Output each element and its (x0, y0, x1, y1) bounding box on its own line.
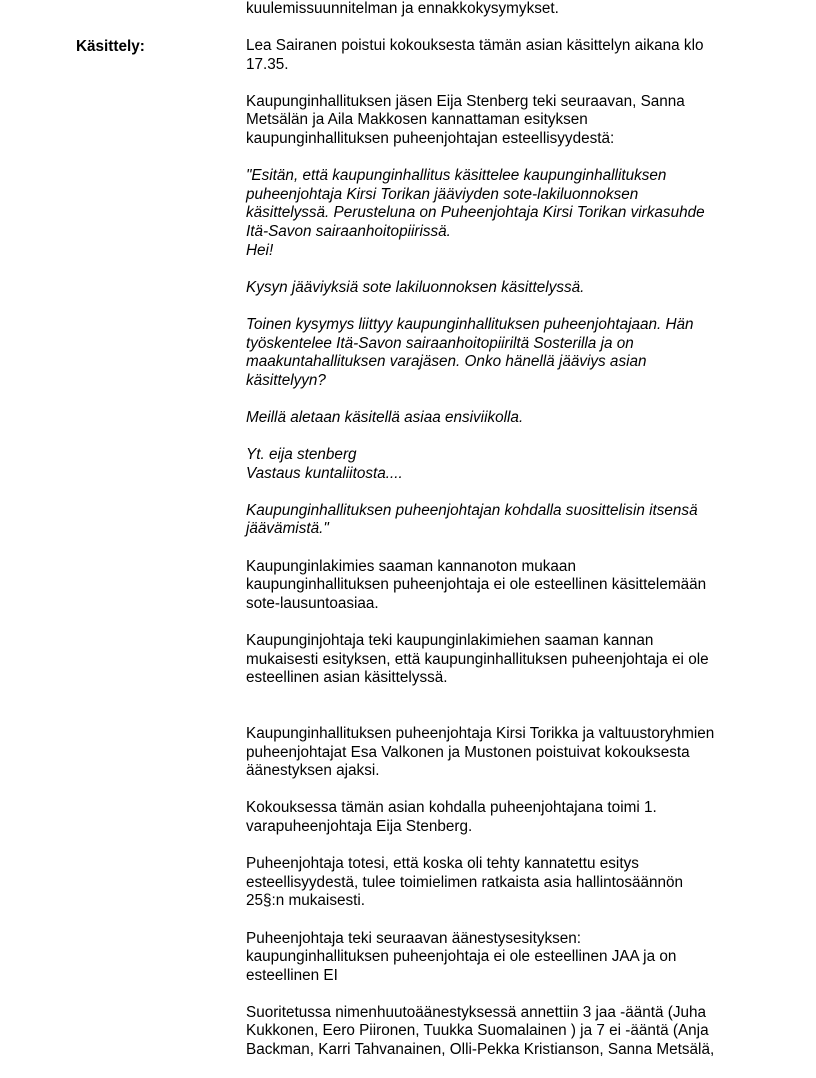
blank-line (246, 706, 766, 725)
paragraph (246, 558, 766, 614)
text-line: mukaisesti esityksen, että kaupunginhallituksen puheenjohtaja ei ole (246, 650, 709, 668)
text-line: äänestyksen ajaksi. (246, 762, 380, 780)
text-line: Hei! (246, 241, 274, 259)
text-line: Backman, Karri Tahvanainen, Olli-Pekka Kristianson, Sanna Metsälä, (246, 1041, 715, 1059)
text-line: Puheenjohtaja totesi, että koska oli tehty kannatettu esitys (246, 855, 639, 873)
quoted-paragraph (246, 279, 766, 298)
text-line: käsittelyssä. Perusteluna on Puheenjohtaja Kirsi Torikan virkasuhde (246, 204, 705, 222)
text-line: kaupunginhallituksen puheenjohtaja ei ole esteellinen JAA ja on (246, 948, 677, 966)
text-line: kaupunginhallituksen puheenjohtaja ei ole esteellinen käsittelemään (246, 576, 707, 594)
quoted-paragraph (246, 167, 766, 260)
text-line: Kaupunginhallituksen jäsen Eija Stenberg teki seuraavan, Sanna (246, 92, 685, 110)
text-line: esteellisyydestä, tulee toimielimen ratkaista asia hallintosäännön (246, 873, 684, 891)
quoted-paragraph (246, 446, 766, 483)
text-line: Suoritetussa nimenhuutoäänestyksessä annettiin 3 jaa -ääntä (Juha (246, 1003, 707, 1021)
text-line: Kokouksessa tämän asian kohdalla puheenjohtajana toimi 1. (246, 799, 657, 817)
text-line: 17.35. (246, 55, 289, 73)
text-line: Toinen kysymys liittyy kaupunginhallituksen puheenjohtajaan. Hän (246, 315, 694, 333)
text-line: Yt. eija stenberg (246, 446, 357, 464)
text-line: Kaupunginhallituksen puheenjohtaja Kirsi Torikka ja valtuustoryhmien (246, 724, 715, 742)
text-line: Metsälän ja Aila Makkosen kannattaman esityksen (246, 111, 588, 129)
continued-text-line: kuulemissuunnitelman ja ennakkokysymykset. (246, 0, 559, 17)
text-line: puheenjohtajat Esa Valkonen ja Mustonen poistuivat kokouksesta (246, 743, 690, 761)
quoted-paragraph (246, 409, 766, 428)
text-line: sote-lausuntoasiaa. (246, 594, 379, 612)
text-line: Puheenjohtaja teki seuraavan äänestysesityksen: (246, 929, 582, 947)
text-line: Vastaus kuntaliitosta.... (246, 464, 403, 482)
paragraph (246, 93, 766, 149)
text-line: Kaupunginhallituksen puheenjohtajan kohdalla suosittelisin itsensä (246, 501, 698, 519)
paragraph (246, 799, 766, 836)
text-line: Kaupunginlakimies saaman kannanoton mukaan (246, 557, 576, 575)
text-line: maakuntahallituksen varajäsen. Onko hänellä jääviys asian (246, 353, 647, 371)
text-line: "Esitän, että kaupunginhallitus käsittelee kaupunginhallituksen (246, 167, 667, 185)
text-line: varapuheenjohtaja Eija Stenberg. (246, 817, 473, 835)
paragraph (246, 632, 766, 688)
text-line: Lea Sairanen poistui kokouksesta tämän asian käsittelyn aikana klo (246, 37, 704, 54)
text-line: Meillä aletaan käsitellä asiaa ensiviikolla. (246, 408, 524, 426)
text-line: Kukkonen, Eero Piironen, Tuukka Suomalainen ) ja 7 ei -ääntä (Anja (246, 1022, 709, 1040)
text-line: Kysyn jääviyksiä sote lakiluonnoksen käsittelyssä. (246, 278, 585, 296)
section-body (246, 37, 766, 1078)
paragraph (246, 930, 766, 986)
paragraph (246, 37, 766, 74)
section-label-kasittely: Käsittely: (76, 38, 145, 55)
paragraph (246, 1004, 766, 1060)
text-line: työskentelee Itä-Savon sairaanhoitopiiriltä Sosterilla ja on (246, 334, 634, 352)
text-line: 25§:n mukaisesti. (246, 892, 366, 910)
text-line: Kaupunginjohtaja teki kaupunginlakimiehen saaman kannan (246, 632, 654, 649)
text-line: kaupunginhallituksen puheenjohtajan esteellisyydestä: (246, 129, 615, 147)
paragraph (246, 855, 766, 911)
paragraph (246, 725, 766, 781)
quoted-paragraph (246, 502, 766, 539)
text-line: puheenjohtaja Kirsi Torikan jääviyden sote-lakiluonnoksen (246, 185, 639, 203)
text-line: Itä-Savon sairaanhoitopiirissä. (246, 222, 451, 240)
text-line: esteellinen EI (246, 966, 338, 984)
text-line: esteellinen asian käsittelyssä. (246, 669, 448, 687)
text-line: käsittelyyn? (246, 371, 326, 389)
quoted-paragraph (246, 316, 766, 390)
text-line: jäävämistä." (246, 520, 329, 538)
